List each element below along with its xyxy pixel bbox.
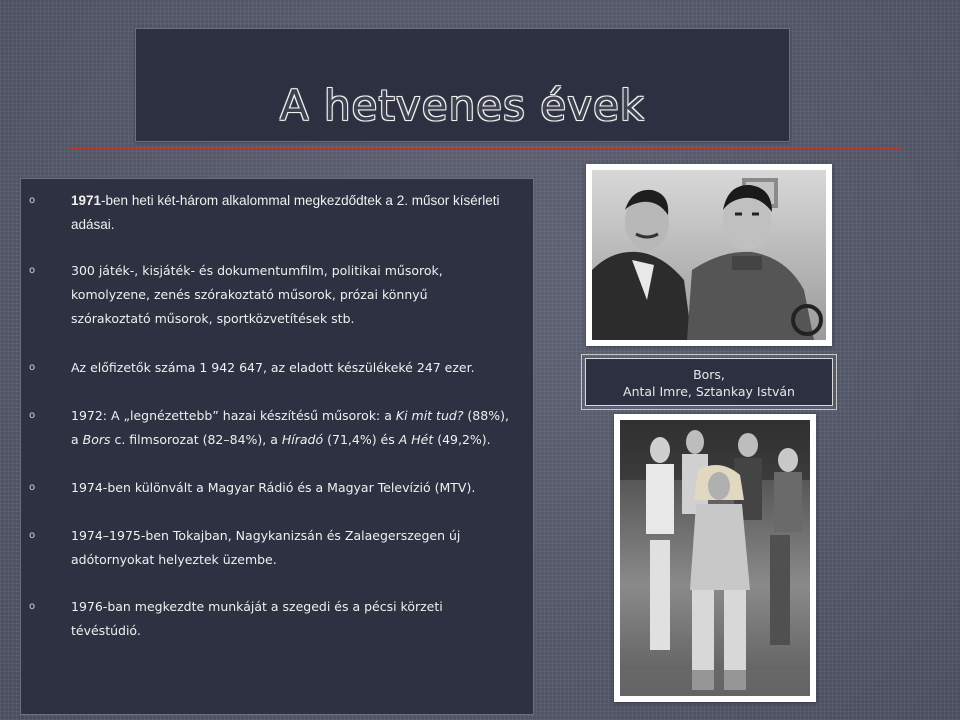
band-photo bbox=[614, 414, 816, 702]
bullet-text: 300 játék-, kisjáték- és dokumentumfilm, politikai műsorok, komolyzene, zenés szórakoztató műsorok, prózai könnyű szórakoztató műsorok, sportközvetítések stb. bbox=[71, 263, 443, 326]
title-box bbox=[135, 28, 790, 142]
bullet-text: 1972: A „legnézettebb” hazai készítésű műsorok: a Ki mit tud? (88%), a Bors c. filmsorozat (82–84%), a Híradó (71,4%) és A Hét (49,2%). bbox=[71, 408, 509, 447]
content-box bbox=[20, 178, 534, 715]
slide-title: A hetvenes évek bbox=[279, 81, 646, 130]
title-divider bbox=[70, 148, 902, 150]
bullet-marker: o bbox=[29, 530, 36, 541]
bullet-marker: o bbox=[29, 362, 36, 373]
bors-image bbox=[592, 170, 826, 340]
show-title: Ki mit tud? bbox=[395, 408, 464, 423]
bullet-text: 1976-ban megkezdte munkáját a szegedi és a pécsi körzeti tévéstúdió. bbox=[71, 599, 443, 638]
bullet-text: 1974-ben különvált a Magyar Rádió és a Magyar Televízió (MTV). bbox=[71, 480, 476, 495]
bullet-text: Az előfizetők száma 1 942 647, az eladott készülékeké 247 ezer. bbox=[71, 360, 475, 375]
band-image bbox=[620, 420, 810, 696]
show-title: Bors bbox=[82, 432, 111, 447]
bors-photo bbox=[586, 164, 832, 346]
bullet-marker: o bbox=[29, 410, 36, 421]
bullet-marker: o bbox=[29, 601, 36, 612]
bullet-text: 1974–1975-ben Tokajban, Nagykanizsán és Zalaegerszegen új adótornyokat helyeztek üzembe. bbox=[71, 528, 461, 567]
bullet-text: 1971-ben heti két-három alkalommal megkezdődtek a 2. műsor kísérleti adásai. bbox=[71, 193, 500, 232]
bullet-marker: o bbox=[29, 265, 36, 276]
bullet-marker: o bbox=[29, 482, 36, 493]
bullet-marker: o bbox=[29, 195, 36, 206]
caption-title: Bors, bbox=[693, 367, 725, 382]
bullet-year: 1971 bbox=[71, 193, 102, 208]
caption-actors: Antal Imre, Sztankay István bbox=[623, 384, 795, 399]
photo-caption bbox=[585, 358, 833, 406]
show-title: A Hét bbox=[398, 432, 434, 447]
show-title: Híradó bbox=[281, 432, 324, 447]
